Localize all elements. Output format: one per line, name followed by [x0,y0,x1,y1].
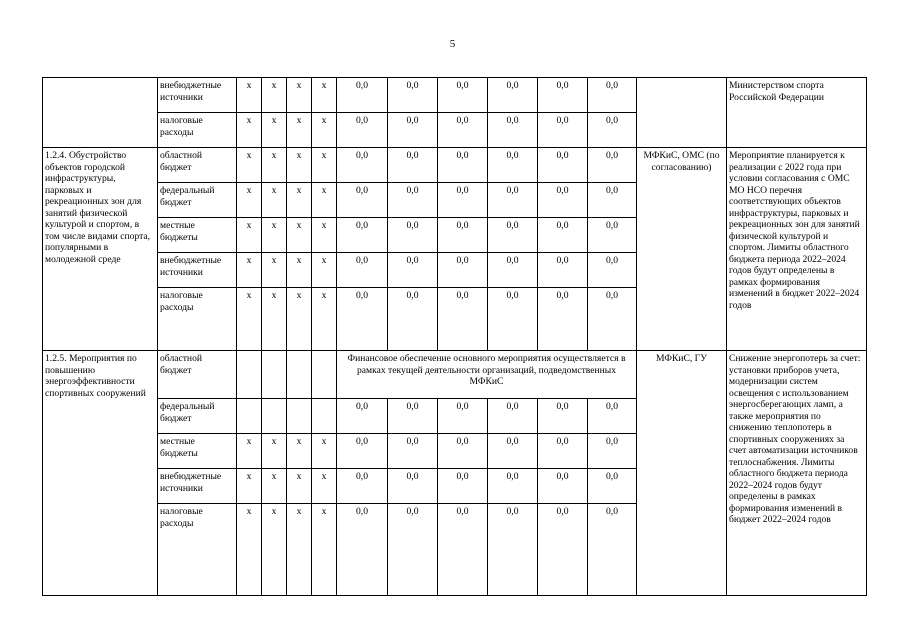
value-cell: 0,0 [438,504,488,596]
x-marker-cell: x [262,148,287,183]
x-marker-cell: x [237,253,262,288]
x-marker-cell: x [312,253,337,288]
x-marker-cell: x [287,218,312,253]
value-cell: 0,0 [438,469,488,504]
x-marker-cell: x [312,434,337,469]
x-marker-cell: x [262,469,287,504]
x-marker-cell: x [262,113,287,148]
value-cell: 0,0 [388,113,438,148]
value-cell: 0,0 [538,78,588,113]
value-cell: 0,0 [438,218,488,253]
x-marker-cell: x [237,288,262,351]
event-name-cell: 1.2.5. Мероприятия по повышению энергоэффективности спортивных сооружений [43,351,158,596]
value-cell: 0,0 [488,183,538,218]
value-cell: 0,0 [488,113,538,148]
funding-source-cell: внебюджетные источники [158,469,237,504]
value-cell: 0,0 [438,78,488,113]
value-cell: 0,0 [388,288,438,351]
value-cell: 0,0 [388,434,438,469]
value-cell: 0,0 [438,399,488,434]
value-cell: 0,0 [538,183,588,218]
x-marker-cell: x [287,148,312,183]
x-marker-cell: x [262,78,287,113]
funding-source-cell: внебюджетные источники [158,78,237,113]
value-cell: 0,0 [337,434,388,469]
value-cell: 0,0 [337,288,388,351]
value-cell: 0,0 [337,253,388,288]
x-marker-cell [237,351,262,399]
x-marker-cell: x [287,504,312,596]
value-cell: 0,0 [388,469,438,504]
value-cell: 0,0 [588,288,637,351]
x-marker-cell [312,351,337,399]
x-marker-cell: x [287,434,312,469]
x-marker-cell: x [262,183,287,218]
note-cell: Снижение энергопотерь за счет: установки приборов учета, модернизации систем освещения с использованием энергосберегающих ламп, а также мероприятия по снижению теплопотерь в спортивных сооружениях за счет автоматизации источников теплоснабжения. Лимиты областного бюджета периода 2022–2024 годов будут определены в рамках формирования изменений в бюджет 2022–2024 годов [727,351,867,596]
x-marker-cell: x [237,218,262,253]
value-cell: 0,0 [488,469,538,504]
funding-source-cell: областной бюджет [158,148,237,183]
responsible-cell: МФКиС, ГУ [637,351,727,596]
x-marker-cell [262,351,287,399]
value-cell: 0,0 [438,113,488,148]
funding-source-cell: налоговые расходы [158,504,237,596]
responsible-cell: МФКиС, ОМС (по согласованию) [637,148,727,351]
value-cell: 0,0 [588,504,637,596]
funding-source-cell: налоговые расходы [158,113,237,148]
x-marker-cell [237,399,262,434]
value-cell: 0,0 [388,78,438,113]
funding-source-cell: местные бюджеты [158,434,237,469]
event-name-cell [43,78,158,148]
value-cell: 0,0 [488,504,538,596]
x-marker-cell: x [237,469,262,504]
value-cell: 0,0 [438,434,488,469]
x-marker-cell: x [287,253,312,288]
financing-note-cell: Финансовое обеспечение основного мероприятия осуществляется в рамках текущей деятельности организаций, подведомственных МФКиС [337,351,637,399]
value-cell: 0,0 [438,148,488,183]
note-cell: Мероприятие планируется к реализации с 2022 года при условии согласования с ОМС МО НСО перечня соответствующих объектов инфраструктуры, парковых и рекреационных зон для занятий физической культурой и спортом. Лимиты областного бюджета периода 2022–2024 годов будут определены в рамках формирования изменений в бюджет 2022–2024 годов [727,148,867,351]
x-marker-cell: x [237,504,262,596]
value-cell: 0,0 [538,113,588,148]
value-cell: 0,0 [388,183,438,218]
value-cell: 0,0 [538,434,588,469]
table-row [43,148,867,183]
value-cell: 0,0 [388,148,438,183]
x-marker-cell: x [262,434,287,469]
value-cell: 0,0 [538,148,588,183]
x-marker-cell: x [312,113,337,148]
x-marker-cell: x [312,183,337,218]
value-cell: 0,0 [337,148,388,183]
value-cell: 0,0 [488,218,538,253]
x-marker-cell [312,399,337,434]
value-cell: 0,0 [488,148,538,183]
x-marker-cell: x [237,148,262,183]
value-cell: 0,0 [588,469,637,504]
value-cell: 0,0 [438,253,488,288]
x-marker-cell: x [237,78,262,113]
x-marker-cell: x [237,183,262,218]
table-row [43,78,867,113]
value-cell: 0,0 [488,434,538,469]
value-cell: 0,0 [488,288,538,351]
value-cell: 0,0 [438,288,488,351]
x-marker-cell: x [287,78,312,113]
x-marker-cell: x [262,218,287,253]
value-cell: 0,0 [337,218,388,253]
value-cell: 0,0 [488,253,538,288]
x-marker-cell: x [287,288,312,351]
value-cell: 0,0 [388,218,438,253]
x-marker-cell: x [312,504,337,596]
x-marker-cell: x [312,469,337,504]
funding-source-cell: внебюджетные источники [158,253,237,288]
value-cell: 0,0 [538,399,588,434]
value-cell: 0,0 [538,469,588,504]
x-marker-cell: x [237,113,262,148]
x-marker-cell [287,351,312,399]
value-cell: 0,0 [388,253,438,288]
x-marker-cell: x [262,288,287,351]
responsible-cell [637,78,727,148]
funding-source-cell: налоговые расходы [158,288,237,351]
value-cell: 0,0 [588,148,637,183]
x-marker-cell: x [287,113,312,148]
value-cell: 0,0 [488,399,538,434]
value-cell: 0,0 [488,78,538,113]
x-marker-cell: x [312,78,337,113]
value-cell: 0,0 [538,253,588,288]
note-cell: Министерством спорта Российской Федерации [727,78,867,148]
value-cell: 0,0 [438,183,488,218]
x-marker-cell: x [237,434,262,469]
value-cell: 0,0 [337,183,388,218]
x-marker-cell: x [287,469,312,504]
value-cell: 0,0 [588,399,637,434]
value-cell: 0,0 [588,113,637,148]
value-cell: 0,0 [337,113,388,148]
event-name-cell: 1.2.4. Обустройство объектов городской инфраструктуры, парковых и рекреационных зон для занятий физической культурой и спортом, в том числе видами спорта, популярными в молодежной среде [43,148,158,351]
value-cell: 0,0 [588,218,637,253]
table-row [43,351,867,399]
value-cell: 0,0 [388,504,438,596]
funding-source-cell: областной бюджет [158,351,237,399]
value-cell: 0,0 [588,78,637,113]
value-cell: 0,0 [337,78,388,113]
value-cell: 0,0 [588,253,637,288]
x-marker-cell [287,399,312,434]
value-cell: 0,0 [337,469,388,504]
budget-table [42,77,867,596]
x-marker-cell: x [262,504,287,596]
value-cell: 0,0 [538,218,588,253]
page-number: 5 [449,38,456,50]
value-cell: 0,0 [337,399,388,434]
x-marker-cell: x [287,183,312,218]
value-cell: 0,0 [337,504,388,596]
x-marker-cell: x [312,148,337,183]
funding-source-cell: местные бюджеты [158,218,237,253]
x-marker-cell: x [262,253,287,288]
value-cell: 0,0 [388,399,438,434]
value-cell: 0,0 [538,288,588,351]
value-cell: 0,0 [538,504,588,596]
x-marker-cell: x [312,288,337,351]
funding-source-cell: федеральный бюджет [158,399,237,434]
funding-source-cell: федеральный бюджет [158,183,237,218]
value-cell: 0,0 [588,434,637,469]
value-cell: 0,0 [588,183,637,218]
x-marker-cell: x [312,218,337,253]
x-marker-cell [262,399,287,434]
